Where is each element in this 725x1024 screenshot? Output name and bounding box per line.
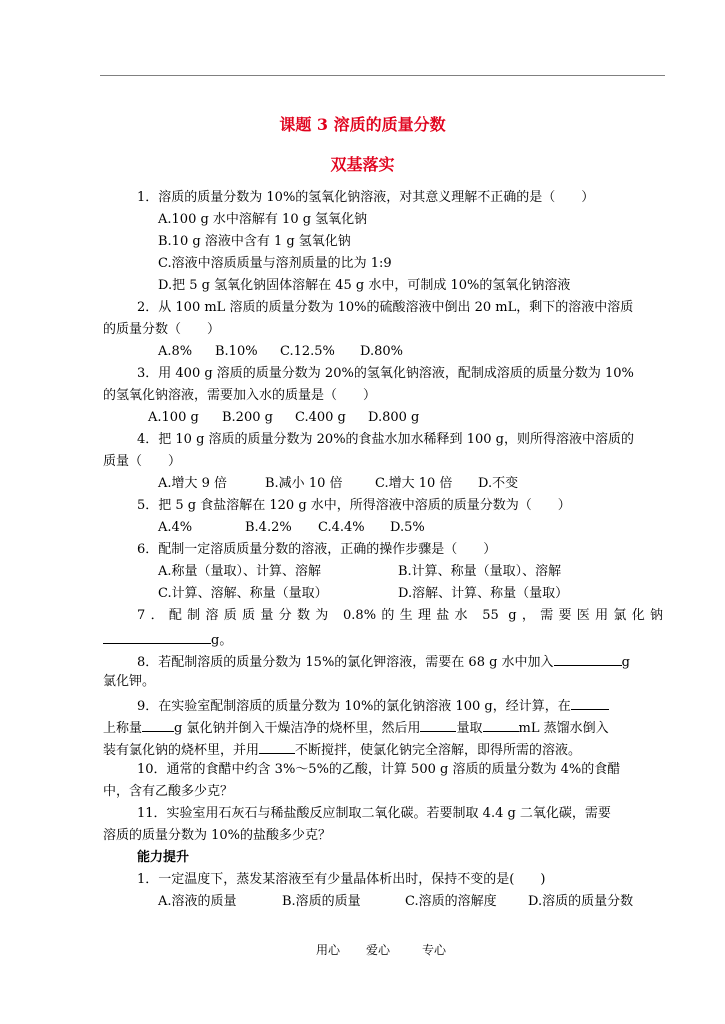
s2-q1-stem: 1．一定温度下，蒸发某溶液至有少量晶体析出时，保持不变的是( ): [137, 872, 546, 887]
footer-word-2: 爱心: [366, 943, 391, 957]
q8-answer-blank[interactable]: [554, 651, 622, 666]
q10-stem-line2: 中，含有乙酸多少克？: [103, 784, 234, 799]
q6-stem: 6．配制一定溶质质量分数的溶液，正确的操作步骤是（ ）: [137, 542, 497, 557]
q11-stem-line1: 11．实验室用石灰石与稀盐酸反应制取二氧化碳。若要制取 4.4 g 二氧化碳，需要: [137, 806, 611, 821]
q6-option-b: B.计算、称量（量取）、溶解: [398, 564, 562, 579]
q3-option-d: D.800 g: [368, 410, 420, 425]
q9-blank-volume[interactable]: [483, 717, 519, 732]
q3-option-c: C.400 g: [295, 410, 346, 425]
q9-blank-mass[interactable]: [142, 717, 174, 732]
page-title: 课题 3 溶质的质量分数: [279, 115, 446, 134]
q4-option-d: D.不变: [478, 476, 519, 491]
q6-option-c: C.计算、溶解、称量（量取）: [158, 586, 328, 601]
q2-option-c: C.12.5%: [280, 344, 335, 359]
s2-q1-option-d: D.溶质的质量分数: [528, 894, 634, 909]
q6-option-a: A.称量（量取）、计算、溶解: [158, 564, 322, 579]
q2-stem-line1: 2．从 100 mL 溶质的质量分数为 10%的硫酸溶液中倒出 20 mL，剩下的溶液中溶质: [137, 300, 634, 315]
q10-stem-line1: 10．通常的食醋中约含 3%～5%的乙酸，计算 500 g 溶质的质量分数为 4%的食醋: [137, 762, 621, 777]
header-rule: [100, 75, 665, 76]
q9-stem-line2: 上称量 g 氯化钠并倒入干燥洁净的烧杯里，然后用 量取 mL 蒸馏水倒入: [103, 717, 609, 738]
q5-option-b: B.4.2%: [245, 520, 292, 535]
q9-blank-stirrer[interactable]: [259, 739, 295, 754]
s2-q1-option-c: C.溶质的溶解度: [405, 894, 497, 909]
q7-stem-line1: 7．配制溶质质量分数为 0.8%的生理盐水 55 g，需要医用氯化钠: [137, 608, 663, 623]
q7-answer-blank[interactable]: [103, 629, 211, 644]
q5-option-c: C.4.4%: [318, 520, 365, 535]
footer-word-1: 用心: [316, 943, 341, 957]
q4-stem-line2: 质量（ ）: [103, 454, 182, 469]
q1-option-d: D.把 5 g 氢氧化钠固体溶解在 45 g 水中，可制成 10%的氢氧化钠溶液: [158, 278, 571, 293]
q1-stem: 1．溶质的质量分数为 10%的氢氧化钠溶液，对其意义理解不正确的是（ ）: [137, 190, 595, 205]
q4-option-a: A.增大 9 倍: [158, 476, 228, 491]
q3-stem-line2: 的氢氧化钠溶液，需要加入水的质量是（ ）: [103, 388, 377, 403]
q7-stem-line2: g。: [103, 629, 232, 650]
section-title: 双基落实: [330, 155, 395, 174]
q9-blank-balance[interactable]: [571, 695, 609, 710]
section-heading-ability: 能力提升: [137, 850, 190, 865]
q4-stem-line1: 4．把 10 g 溶质的质量分数为 20%的食盐水加水稀释到 100 g，则所得溶液中溶质的: [137, 432, 634, 447]
q5-stem: 5．把 5 g 食盐溶解在 120 g 水中，所得溶液中溶质的质量分数为（ ）: [137, 498, 571, 513]
q3-stem-line1: 3．用 400 g 溶质的质量分数为 20%的氢氧化钠溶液，配制成溶质的质量分数为 10%: [137, 366, 634, 381]
q3-option-a: A.100 g: [148, 410, 199, 425]
q6-option-d: D.溶解、计算、称量（量取）: [398, 586, 569, 601]
q1-option-a: A.100 g 水中溶解有 10 g 氢氧化钠: [158, 212, 368, 227]
q8-stem-line2: 氯化钾。: [103, 674, 156, 689]
q4-option-c: C.增大 10 倍: [375, 476, 453, 491]
q2-stem-line2: 的质量分数（ ）: [103, 322, 221, 337]
q3-option-b: B.200 g: [222, 410, 273, 425]
s2-q1-option-a: A.溶液的质量: [158, 894, 237, 909]
q2-option-b: B.10%: [215, 344, 258, 359]
q2-option-d: D.80%: [360, 344, 403, 359]
q4-option-b: B.减小 10 倍: [265, 476, 343, 491]
q9-blank-instrument[interactable]: [420, 717, 456, 732]
q11-stem-line2: 溶质的质量分数为 10%的盐酸多少克？: [103, 828, 332, 843]
q5-option-a: A.4%: [158, 520, 193, 535]
q1-option-b: B.10 g 溶液中含有 1 g 氢氧化钠: [158, 234, 351, 249]
q2-option-a: A.8%: [158, 344, 193, 359]
q9-stem-line3: 装有氯化钠的烧杯里，并用 不断搅拌，使氯化钠完全溶解，即得所需的溶液。: [103, 739, 581, 760]
s2-q1-option-b: B.溶质的质量: [282, 894, 361, 909]
q5-option-d: D.5%: [390, 520, 425, 535]
q1-option-c: C.溶液中溶质质量与溶剂质量的比为 1:9: [158, 256, 392, 271]
q9-stem-line1: 9．在实验室配制溶质的质量分数为 10%的氯化钠溶液 100 g，经计算，在: [137, 695, 609, 716]
q8-stem-line1: 8．若配制溶质的质量分数为 15%的氯化钾溶液，需要在 68 g 水中加入 g: [137, 651, 630, 672]
footer-word-3: 专心: [422, 943, 447, 957]
